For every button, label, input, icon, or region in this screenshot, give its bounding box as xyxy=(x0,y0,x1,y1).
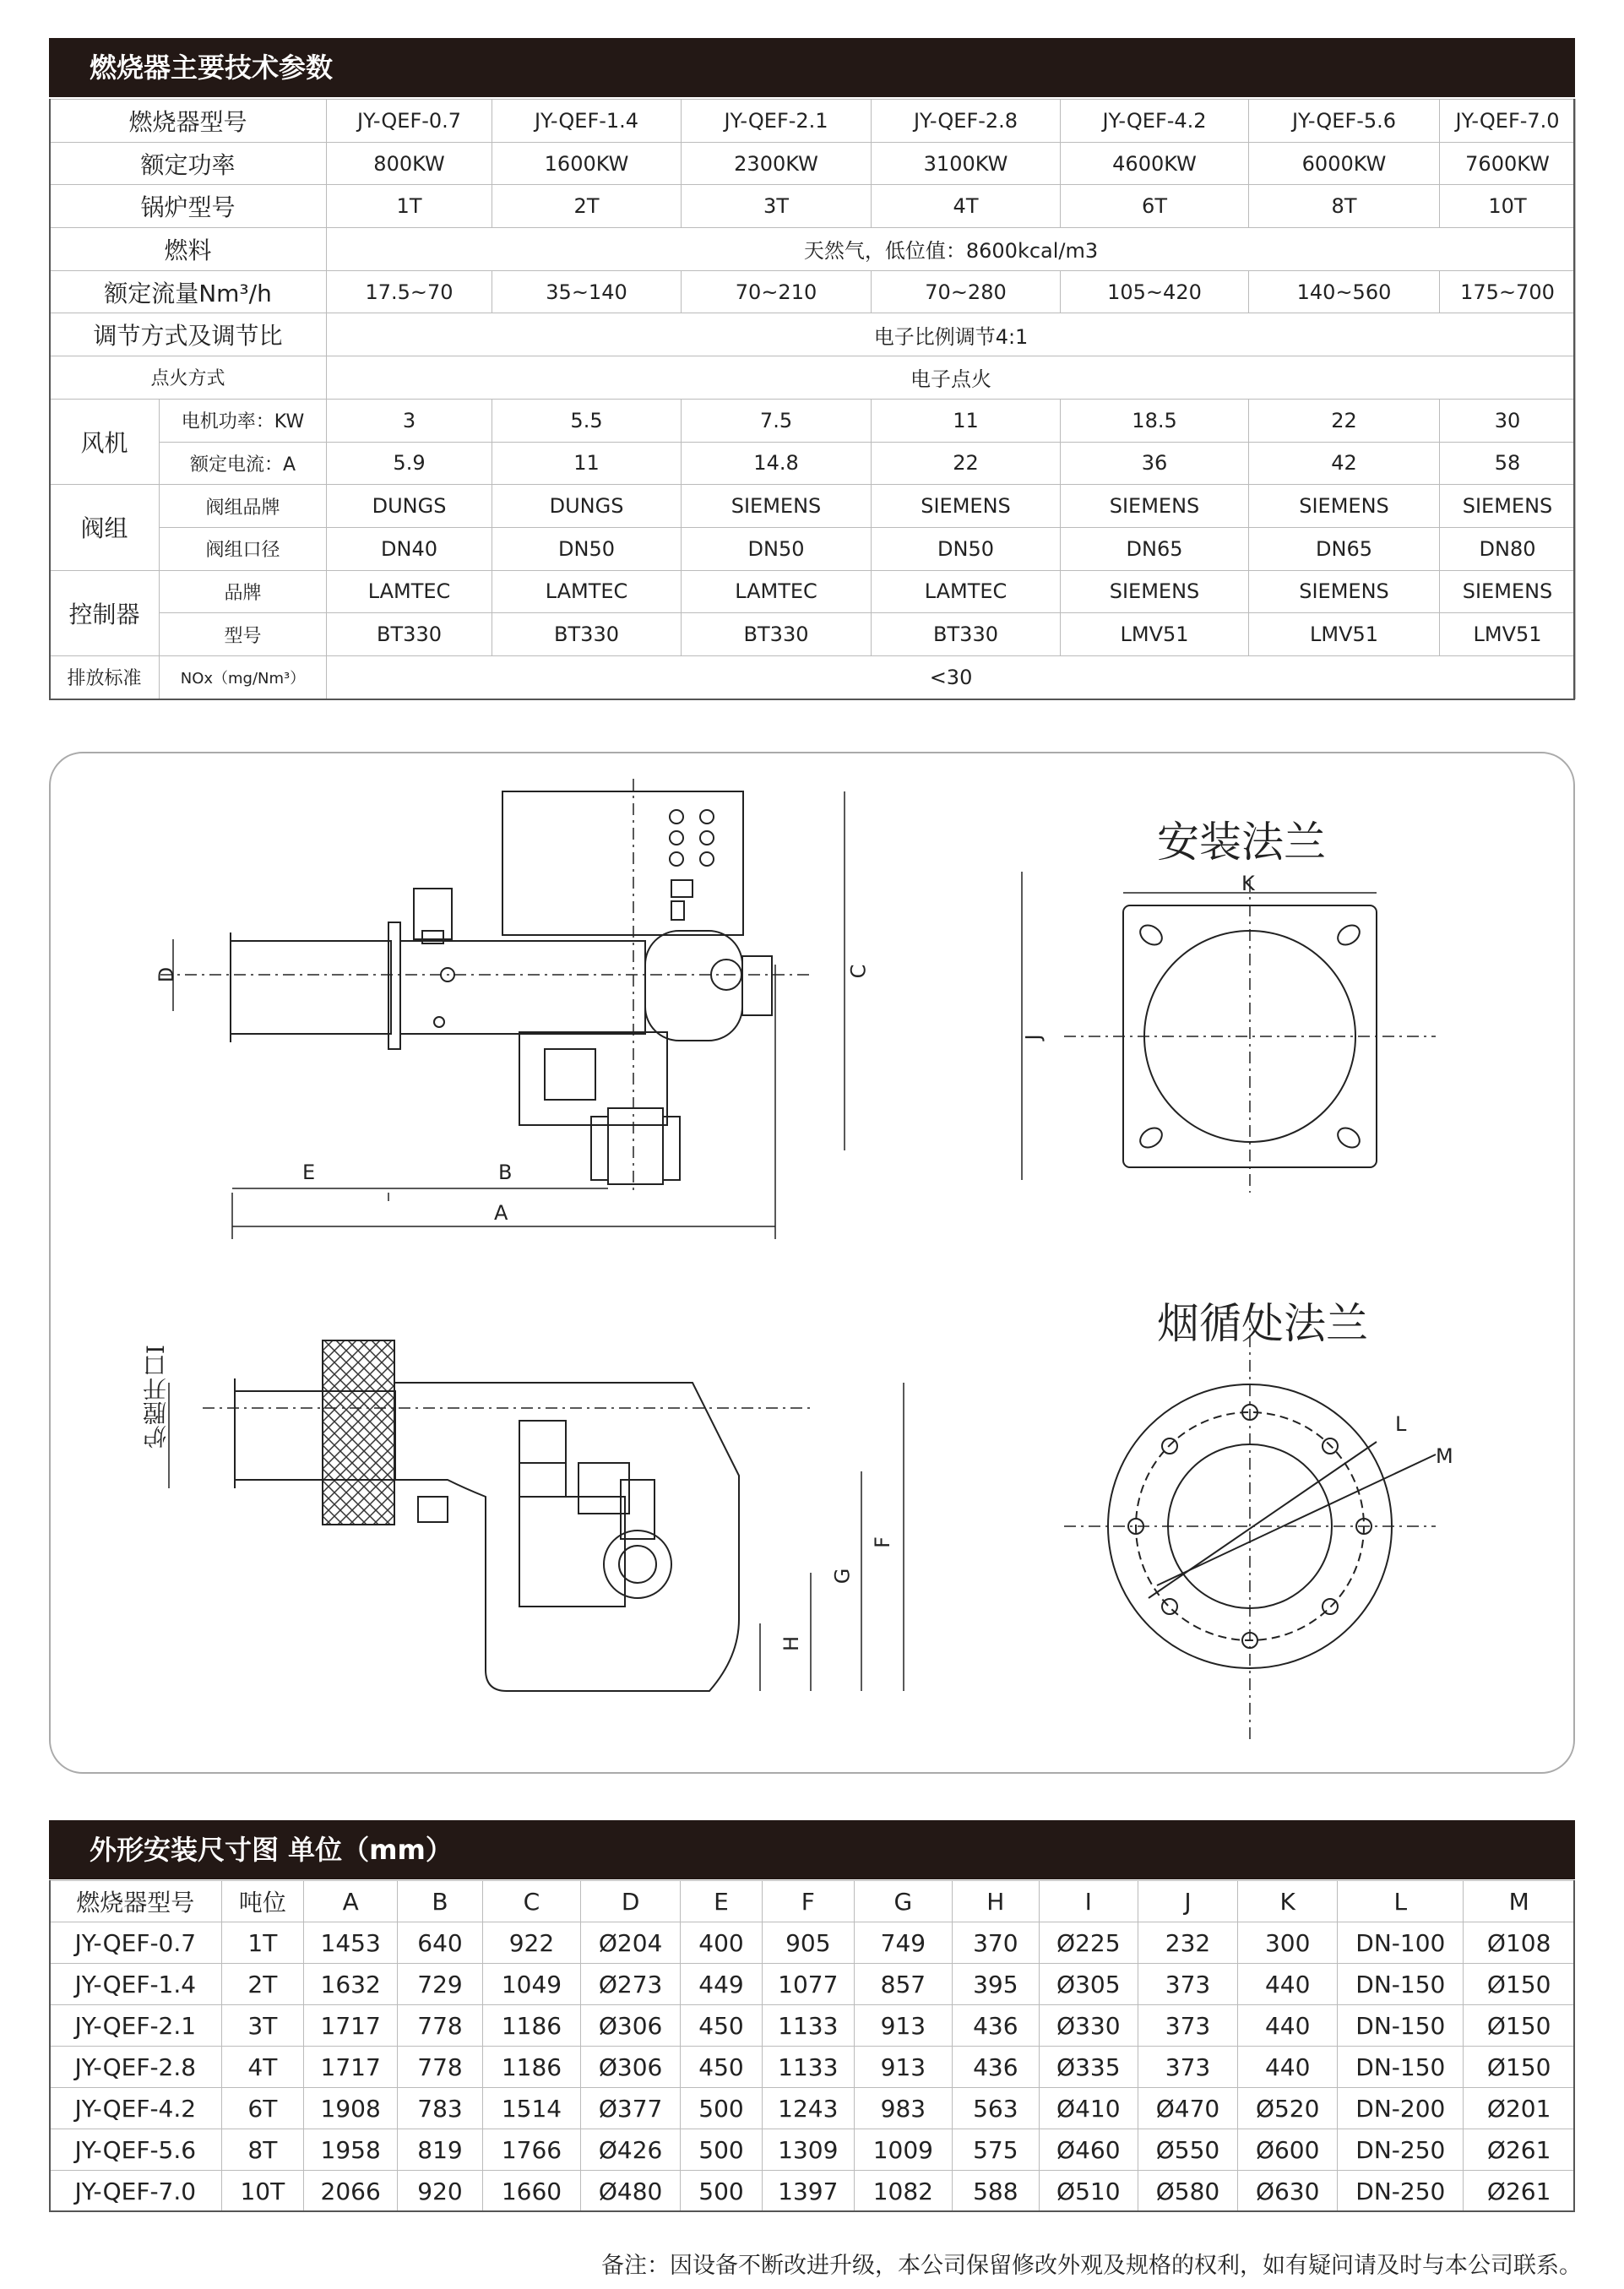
cell: BT330 xyxy=(327,613,492,656)
table-cell: 500 xyxy=(681,2088,763,2129)
label-emission: 排放标准 xyxy=(50,655,160,699)
table-cell: JY-QEF-1.4 xyxy=(50,1964,222,2005)
cell: 2T xyxy=(492,185,682,228)
cell: JY-QEF-0.7 xyxy=(327,100,492,143)
table-cell: 1632 xyxy=(304,1964,398,2005)
row-controller-model xyxy=(50,613,1576,656)
table-cell: JY-QEF-0.7 xyxy=(50,1922,222,1964)
table-cell: 4T xyxy=(221,2047,304,2088)
table-cell: DN-200 xyxy=(1338,2088,1464,2129)
table-cell: 373 xyxy=(1138,2005,1237,2047)
cell: 1600KW xyxy=(492,142,682,185)
cell: SIEMENS xyxy=(872,485,1061,528)
dimension-diagram xyxy=(49,752,1575,1774)
emission-value: <30 xyxy=(327,655,1576,699)
table-cell: 450 xyxy=(681,2047,763,2088)
cell: 42 xyxy=(1249,442,1440,485)
cell: 6000KW xyxy=(1249,142,1440,185)
row-emission xyxy=(50,655,1576,699)
dim-letter-e: E xyxy=(302,1161,316,1184)
label-boiler: 锅炉型号 xyxy=(50,185,327,228)
row-boiler xyxy=(50,185,1576,228)
table-cell: Ø510 xyxy=(1039,2171,1138,2212)
table-cell: 1309 xyxy=(762,2129,854,2171)
table-cell: 1133 xyxy=(762,2047,854,2088)
table-cell: 588 xyxy=(952,2171,1039,2212)
table-cell: 729 xyxy=(398,1964,483,2005)
table-cell: Ø273 xyxy=(581,1964,681,2005)
table-cell: 373 xyxy=(1138,1964,1237,2005)
row-fan-power xyxy=(50,399,1576,442)
table-cell: 3T xyxy=(221,2005,304,2047)
row-fuel xyxy=(50,228,1576,271)
table-cell: 913 xyxy=(854,2047,952,2088)
install-flange-title: 安装法兰 xyxy=(1157,818,1326,867)
table-cell: DN-250 xyxy=(1338,2171,1464,2212)
header-cell: I xyxy=(1039,1881,1138,1922)
table-cell: 563 xyxy=(952,2088,1039,2129)
cell: 58 xyxy=(1440,442,1576,485)
cell: 140~560 xyxy=(1249,270,1440,313)
table-cell: Ø600 xyxy=(1238,2129,1338,2171)
table-cell: 6T xyxy=(221,2088,304,2129)
table-cell: 749 xyxy=(854,1922,952,1964)
cell: 3100KW xyxy=(872,142,1061,185)
cell: SIEMENS xyxy=(1249,570,1440,613)
dim-letter-h: H xyxy=(779,1635,804,1652)
table-cell: 1908 xyxy=(304,2088,398,2129)
spec-section-title: 燃烧器主要技术参数 xyxy=(90,52,334,84)
table-cell: JY-QEF-5.6 xyxy=(50,2129,222,2171)
table-cell: 778 xyxy=(398,2005,483,2047)
table-cell: 1082 xyxy=(854,2171,952,2212)
table-cell: 500 xyxy=(681,2171,763,2212)
table-cell: Ø225 xyxy=(1039,1922,1138,1964)
label-valve-size: 阀组口径 xyxy=(160,527,327,570)
table-cell: Ø330 xyxy=(1039,2005,1138,2047)
row-flow xyxy=(50,270,1576,313)
table-row xyxy=(50,1964,1575,2005)
cell: 175~700 xyxy=(1440,270,1576,313)
cell: 2300KW xyxy=(682,142,872,185)
table-cell: 1958 xyxy=(304,2129,398,2171)
table-cell: 783 xyxy=(398,2088,483,2129)
table-cell: 440 xyxy=(1238,1964,1338,2005)
table-cell: DN-150 xyxy=(1338,2005,1464,2047)
table-row xyxy=(50,1922,1575,1964)
burner-lower-view xyxy=(235,1340,739,1691)
cell: LMV51 xyxy=(1440,613,1576,656)
table-cell: Ø480 xyxy=(581,2171,681,2212)
header-cell: G xyxy=(854,1881,952,1922)
cell: LMV51 xyxy=(1249,613,1440,656)
cell: DUNGS xyxy=(327,485,492,528)
label-model: 燃烧器型号 xyxy=(50,100,327,143)
cell: JY-QEF-7.0 xyxy=(1440,100,1576,143)
dim-letter-l: L xyxy=(1395,1412,1407,1436)
header-cell: D xyxy=(581,1881,681,1922)
cell: SIEMENS xyxy=(1249,485,1440,528)
label-controller-brand: 品牌 xyxy=(160,570,327,613)
table-cell: Ø108 xyxy=(1464,1922,1575,1964)
table-cell: Ø580 xyxy=(1138,2171,1237,2212)
table-cell: DN-150 xyxy=(1338,1964,1464,2005)
table-cell: 370 xyxy=(952,1922,1039,1964)
table-cell: Ø470 xyxy=(1138,2088,1237,2129)
blast-tube xyxy=(231,941,391,1034)
table-cell: 1660 xyxy=(482,2171,580,2212)
label-rated-current: 额定电流：A xyxy=(160,442,327,485)
cell: 7600KW xyxy=(1440,142,1576,185)
table-cell: 395 xyxy=(952,1964,1039,2005)
cell: DN80 xyxy=(1440,527,1576,570)
cell: 7.5 xyxy=(682,399,872,442)
cell: 22 xyxy=(872,442,1061,485)
table-cell: 905 xyxy=(762,1922,854,1964)
table-cell: JY-QEF-2.8 xyxy=(50,2047,222,2088)
table-cell: Ø305 xyxy=(1039,1964,1138,2005)
table-cell: 1514 xyxy=(482,2088,580,2129)
regulation-value: 电子比例调节4:1 xyxy=(327,313,1576,356)
dimension-table xyxy=(49,1880,1575,2212)
header-cell: B xyxy=(398,1881,483,1922)
table-cell: Ø306 xyxy=(581,2005,681,2047)
cell: DN65 xyxy=(1061,527,1249,570)
row-controller-brand xyxy=(50,570,1576,613)
table-cell: 440 xyxy=(1238,2047,1338,2088)
table-cell: Ø426 xyxy=(581,2129,681,2171)
cell: 5.9 xyxy=(327,442,492,485)
cell: JY-QEF-2.1 xyxy=(682,100,872,143)
table-row xyxy=(50,2005,1575,2047)
footnote: 备注：因设备不断改进升级，本公司保留修改外观及规格的权利，如有疑问请及时与本公司联系。 xyxy=(601,2253,1582,2279)
table-cell: 436 xyxy=(952,2047,1039,2088)
table-cell: 500 xyxy=(681,2129,763,2171)
table-cell: 983 xyxy=(854,2088,952,2129)
cell: 4600KW xyxy=(1061,142,1249,185)
table-cell: DN-250 xyxy=(1338,2129,1464,2171)
dim-letter-d: D xyxy=(155,966,179,983)
table-cell: 640 xyxy=(398,1922,483,1964)
row-model xyxy=(50,100,1576,143)
table-cell: Ø150 xyxy=(1464,1964,1575,2005)
cell: SIEMENS xyxy=(1061,570,1249,613)
cell: DN40 xyxy=(327,527,492,570)
cell: LAMTEC xyxy=(872,570,1061,613)
table-cell: 1717 xyxy=(304,2047,398,2088)
furnace-opening-label: 炉膛开口I xyxy=(142,1345,170,1449)
header-cell: C xyxy=(482,1881,580,1922)
dim-letter-f: F xyxy=(870,1536,894,1548)
cell: DN50 xyxy=(872,527,1061,570)
cell: LAMTEC xyxy=(682,570,872,613)
table-cell: 922 xyxy=(482,1922,580,1964)
cell: SIEMENS xyxy=(1440,485,1576,528)
cell: 14.8 xyxy=(682,442,872,485)
header-cell: H xyxy=(952,1881,1039,1922)
cell: 11 xyxy=(492,442,682,485)
dim-section-header xyxy=(49,1820,1575,1879)
table-cell: 2066 xyxy=(304,2171,398,2212)
cell: 105~420 xyxy=(1061,270,1249,313)
row-regulation xyxy=(50,313,1576,356)
table-cell: 1133 xyxy=(762,2005,854,2047)
table-cell: 1397 xyxy=(762,2171,854,2212)
label-fan: 风机 xyxy=(50,399,160,484)
table-cell: 450 xyxy=(681,2005,763,2047)
header-cell: J xyxy=(1138,1881,1237,1922)
table-cell: Ø261 xyxy=(1464,2171,1575,2212)
table-cell: 778 xyxy=(398,2047,483,2088)
dim-letter-b: B xyxy=(498,1161,513,1184)
table-cell: 400 xyxy=(681,1922,763,1964)
table-cell: DN-100 xyxy=(1338,1922,1464,1964)
cell: JY-QEF-1.4 xyxy=(492,100,682,143)
cell: JY-QEF-4.2 xyxy=(1061,100,1249,143)
header-cell: L xyxy=(1338,1881,1464,1922)
table-cell: 1049 xyxy=(482,1964,580,2005)
table-row xyxy=(50,2088,1575,2129)
cell: LAMTEC xyxy=(492,570,682,613)
cell: 35~140 xyxy=(492,270,682,313)
header-cell: 燃烧器型号 xyxy=(50,1881,222,1922)
table-cell: 449 xyxy=(681,1964,763,2005)
cell: LAMTEC xyxy=(327,570,492,613)
dim-letter-a: A xyxy=(494,1201,508,1225)
cell: 8T xyxy=(1249,185,1440,228)
table-cell: 300 xyxy=(1238,1922,1338,1964)
ignition-value: 电子点火 xyxy=(327,356,1576,400)
dim-letter-g: G xyxy=(830,1568,855,1585)
cell: 11 xyxy=(872,399,1061,442)
table-cell: 1243 xyxy=(762,2088,854,2129)
header-cell: 吨位 xyxy=(221,1881,304,1922)
table-cell: Ø410 xyxy=(1039,2088,1138,2129)
cell: SIEMENS xyxy=(682,485,872,528)
spec-section-header xyxy=(49,38,1575,97)
diagram-drawing xyxy=(51,753,1577,1775)
table-cell: 1009 xyxy=(854,2129,952,2171)
cell: 36 xyxy=(1061,442,1249,485)
label-regulation: 调节方式及调节比 xyxy=(50,313,327,356)
cell: 18.5 xyxy=(1061,399,1249,442)
cell: 22 xyxy=(1249,399,1440,442)
table-cell: 436 xyxy=(952,2005,1039,2047)
header-cell: A xyxy=(304,1881,398,1922)
table-cell: 373 xyxy=(1138,2047,1237,2088)
cell: 4T xyxy=(872,185,1061,228)
label-valve: 阀组 xyxy=(50,485,160,570)
table-cell: 2T xyxy=(221,1964,304,2005)
table-cell: JY-QEF-7.0 xyxy=(50,2171,222,2212)
table-cell: Ø520 xyxy=(1238,2088,1338,2129)
fuel-value: 天然气，低位值：8600kcal/m3 xyxy=(327,228,1576,271)
cell: JY-QEF-2.8 xyxy=(872,100,1061,143)
cell: 5.5 xyxy=(492,399,682,442)
row-ignition xyxy=(50,356,1576,400)
table-cell: 8T xyxy=(221,2129,304,2171)
cell: DN50 xyxy=(492,527,682,570)
label-flow: 额定流量Nm³/h xyxy=(50,270,327,313)
dim-letter-j: J xyxy=(1021,1034,1046,1041)
cell: 1T xyxy=(327,185,492,228)
table-cell: 1T xyxy=(221,1922,304,1964)
cell: 17.5~70 xyxy=(327,270,492,313)
label-ignition: 点火方式 xyxy=(50,356,327,400)
cell: 3T xyxy=(682,185,872,228)
table-cell: 819 xyxy=(398,2129,483,2171)
cell: 6T xyxy=(1061,185,1249,228)
table-cell: JY-QEF-2.1 xyxy=(50,2005,222,2047)
cell: BT330 xyxy=(872,613,1061,656)
label-motor-power: 电机功率：KW xyxy=(160,399,327,442)
table-row xyxy=(50,2047,1575,2088)
table-cell: 857 xyxy=(854,1964,952,2005)
table-cell: 1077 xyxy=(762,1964,854,2005)
row-power xyxy=(50,142,1576,185)
table-cell: Ø261 xyxy=(1464,2129,1575,2171)
table-cell: Ø204 xyxy=(581,1922,681,1964)
cell: SIEMENS xyxy=(1440,570,1576,613)
header-cell: M xyxy=(1464,1881,1575,1922)
dim-section-title: 外形安装尺寸图 单位（mm） xyxy=(90,1834,453,1866)
row-valve-brand xyxy=(50,485,1576,528)
table-cell: 575 xyxy=(952,2129,1039,2171)
table-cell: Ø630 xyxy=(1238,2171,1338,2212)
dim-letter-m: M xyxy=(1436,1444,1453,1468)
table-cell: 10T xyxy=(221,2171,304,2212)
table-cell: JY-QEF-4.2 xyxy=(50,2088,222,2129)
label-controller: 控制器 xyxy=(50,570,160,655)
row-valve-size xyxy=(50,527,1576,570)
table-cell: Ø550 xyxy=(1138,2129,1237,2171)
cell: 800KW xyxy=(327,142,492,185)
table-cell: 1766 xyxy=(482,2129,580,2171)
cell: 3 xyxy=(327,399,492,442)
label-power: 额定功率 xyxy=(50,142,327,185)
dim-header-row xyxy=(50,1881,1575,1922)
label-controller-model: 型号 xyxy=(160,613,327,656)
table-cell: Ø150 xyxy=(1464,2047,1575,2088)
cell: 10T xyxy=(1440,185,1576,228)
flue-flange-title: 烟循处法兰 xyxy=(1157,1299,1368,1348)
table-cell: 1453 xyxy=(304,1922,398,1964)
cell: 70~210 xyxy=(682,270,872,313)
cell: LMV51 xyxy=(1061,613,1249,656)
table-cell: 1717 xyxy=(304,2005,398,2047)
cell: 30 xyxy=(1440,399,1576,442)
table-cell: Ø377 xyxy=(581,2088,681,2129)
cell: 70~280 xyxy=(872,270,1061,313)
dim-letter-c: C xyxy=(846,964,871,979)
cell: BT330 xyxy=(492,613,682,656)
label-fuel: 燃料 xyxy=(50,228,327,271)
table-cell: Ø201 xyxy=(1464,2088,1575,2129)
dim-body xyxy=(50,1922,1575,2212)
label-emission-sub: NOx（mg/Nm³） xyxy=(160,655,327,699)
table-cell: Ø460 xyxy=(1039,2129,1138,2171)
cell: SIEMENS xyxy=(1061,485,1249,528)
header-cell: F xyxy=(762,1881,854,1922)
table-cell: 913 xyxy=(854,2005,952,2047)
spec-table xyxy=(49,99,1576,699)
label-valve-brand: 阀组品牌 xyxy=(160,485,327,528)
cell: BT330 xyxy=(682,613,872,656)
table-cell: 1186 xyxy=(482,2005,580,2047)
cell: DN50 xyxy=(682,527,872,570)
table-cell: Ø150 xyxy=(1464,2005,1575,2047)
table-row xyxy=(50,2171,1575,2212)
table-cell: Ø306 xyxy=(581,2047,681,2088)
table-cell: DN-150 xyxy=(1338,2047,1464,2088)
table-cell: 920 xyxy=(398,2171,483,2212)
cell: DN65 xyxy=(1249,527,1440,570)
header-cell: K xyxy=(1238,1881,1338,1922)
table-cell: 232 xyxy=(1138,1922,1237,1964)
header-cell: E xyxy=(681,1881,763,1922)
row-fan-current xyxy=(50,442,1576,485)
control-cabinet xyxy=(502,791,743,935)
table-cell: Ø335 xyxy=(1039,2047,1138,2088)
table-row xyxy=(50,2129,1575,2171)
cell: JY-QEF-5.6 xyxy=(1249,100,1440,143)
table-cell: 440 xyxy=(1238,2005,1338,2047)
cell: DUNGS xyxy=(492,485,682,528)
dim-letter-k: K xyxy=(1241,872,1255,895)
table-cell: 1186 xyxy=(482,2047,580,2088)
